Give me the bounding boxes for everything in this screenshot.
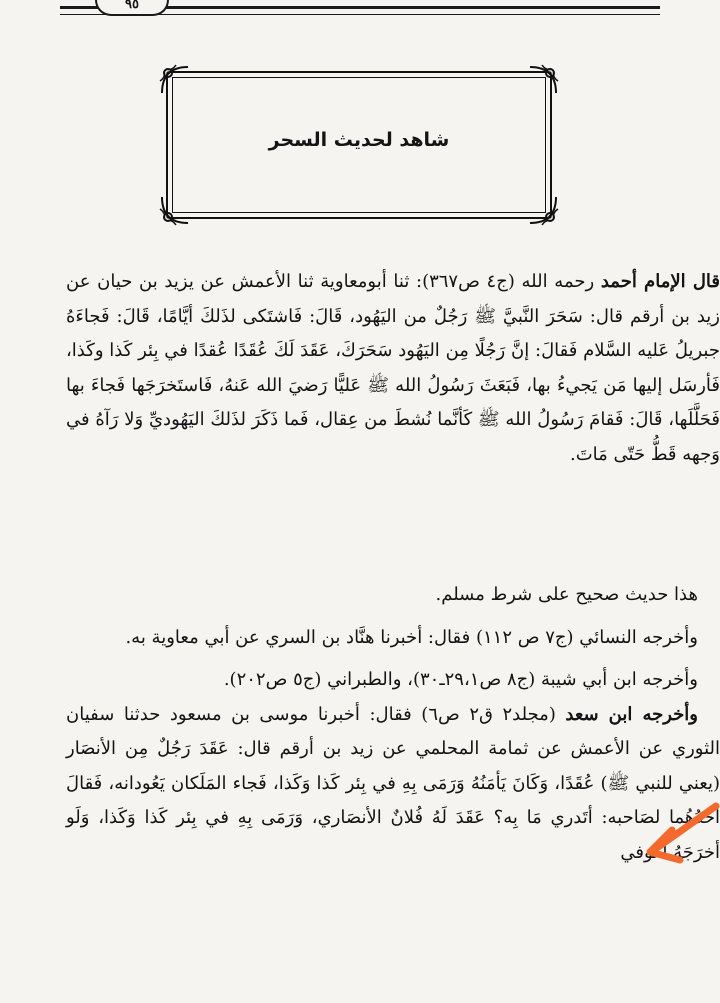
paragraph-lead: قال الإمام أحمد bbox=[600, 271, 720, 292]
paragraph-text: (مجلد٢ ق٢ ص٦) فقال: أخبرنا موسى بن مسعود حدثنا سفيان الثوري عن الأعمش عن ثمامة المحلمي عن زيد بن أرقم قال: عَقَدَ رَجُلٌ مِن الأنصَار (يعني للنبي ﷺ) عُقَدًا، وَكَانَ يَأمَنُهُ وَرَمَى بِهِ في بِئر كَذا وَكَذا، فَجاء المَلَكان يَعُودانه، فَقالَ أحَدُهُما لصَاحبه: أتَدري مَا بِه؟ عَقَدَ لَهُ فُلانٌ الأنصَاري، وَرَمَى بِهِ في بِئر كَذا وَكَذا، وَلَو أخرَجَهُ لَعُوفي bbox=[66, 703, 720, 863]
paragraph: وأخرجه النسائي (ج٧ ص ١١٢) فقال: أخبرنا هنَّاد بن السري عن أبي معاوية به. bbox=[125, 626, 698, 648]
paragraph-text: رحمه الله (ج٤ ص٣٦٧): ثنا أبومعاوية ثنا الأعمش عن يزيد بن حيان عن زيد بن أرقم قال: سَحَرَ النَّبيَّ ﷺ رَجُلٌ من اليَهُود، قَالَ: فَاشتَكى لذَلكَ أيَّامًا، قَالَ: فَجاءَهُ جبريلُ عَليه السَّلام فَقالَ: إنَّ رَجُلًا مِن اليَهُود سَحَرَكَ، عَقَدَ لَكَ عُقَدًا عُقدًا في بِئر كَذا وكَذا، فَأرسَل إليها مَن يَجيءُ بها، فَبَعَثَ رَسُولُ الله ﷺ عَليًّا رَضيَ الله عَنهُ، فَاستَخرَجَها فَجاءَ بها فَحَلَّلَها، قَالَ: فَقامَ رَسُولُ الله ﷺ كَأنَّما نُشطَ من عِقال، فَما ذَكَرَ لذَلكَ اليَهُوديِّ وَلا رَآهُ في وَجهه قَطُّ حَتّى مَاتَ. bbox=[66, 271, 720, 465]
ornament-corner-icon bbox=[526, 193, 560, 227]
section-title: شاهد لحديث السحر bbox=[268, 129, 450, 151]
body-text bbox=[66, 265, 720, 472]
arrow-annotation-icon bbox=[642, 800, 720, 870]
paragraph bbox=[66, 265, 720, 472]
paragraph: وأخرجه ابن أبي شيبة (ج٨ ص٢٩،١ـ٣٠)، والطبراني (ج٥ ص٢٠٢). bbox=[223, 669, 698, 690]
title-frame bbox=[158, 63, 560, 227]
paragraph bbox=[66, 698, 720, 871]
body-text-continued bbox=[66, 578, 720, 870]
paragraph: هذا حديث صحيح على شرط مسلم. bbox=[435, 584, 698, 605]
ornament-corner-icon bbox=[158, 193, 192, 227]
paragraph-lead: وأخرجه ابن سعد bbox=[565, 703, 699, 725]
ornament-corner-icon bbox=[526, 63, 560, 97]
page-number: ٩٥ bbox=[95, 0, 169, 16]
ornament-corner-icon bbox=[158, 63, 192, 97]
